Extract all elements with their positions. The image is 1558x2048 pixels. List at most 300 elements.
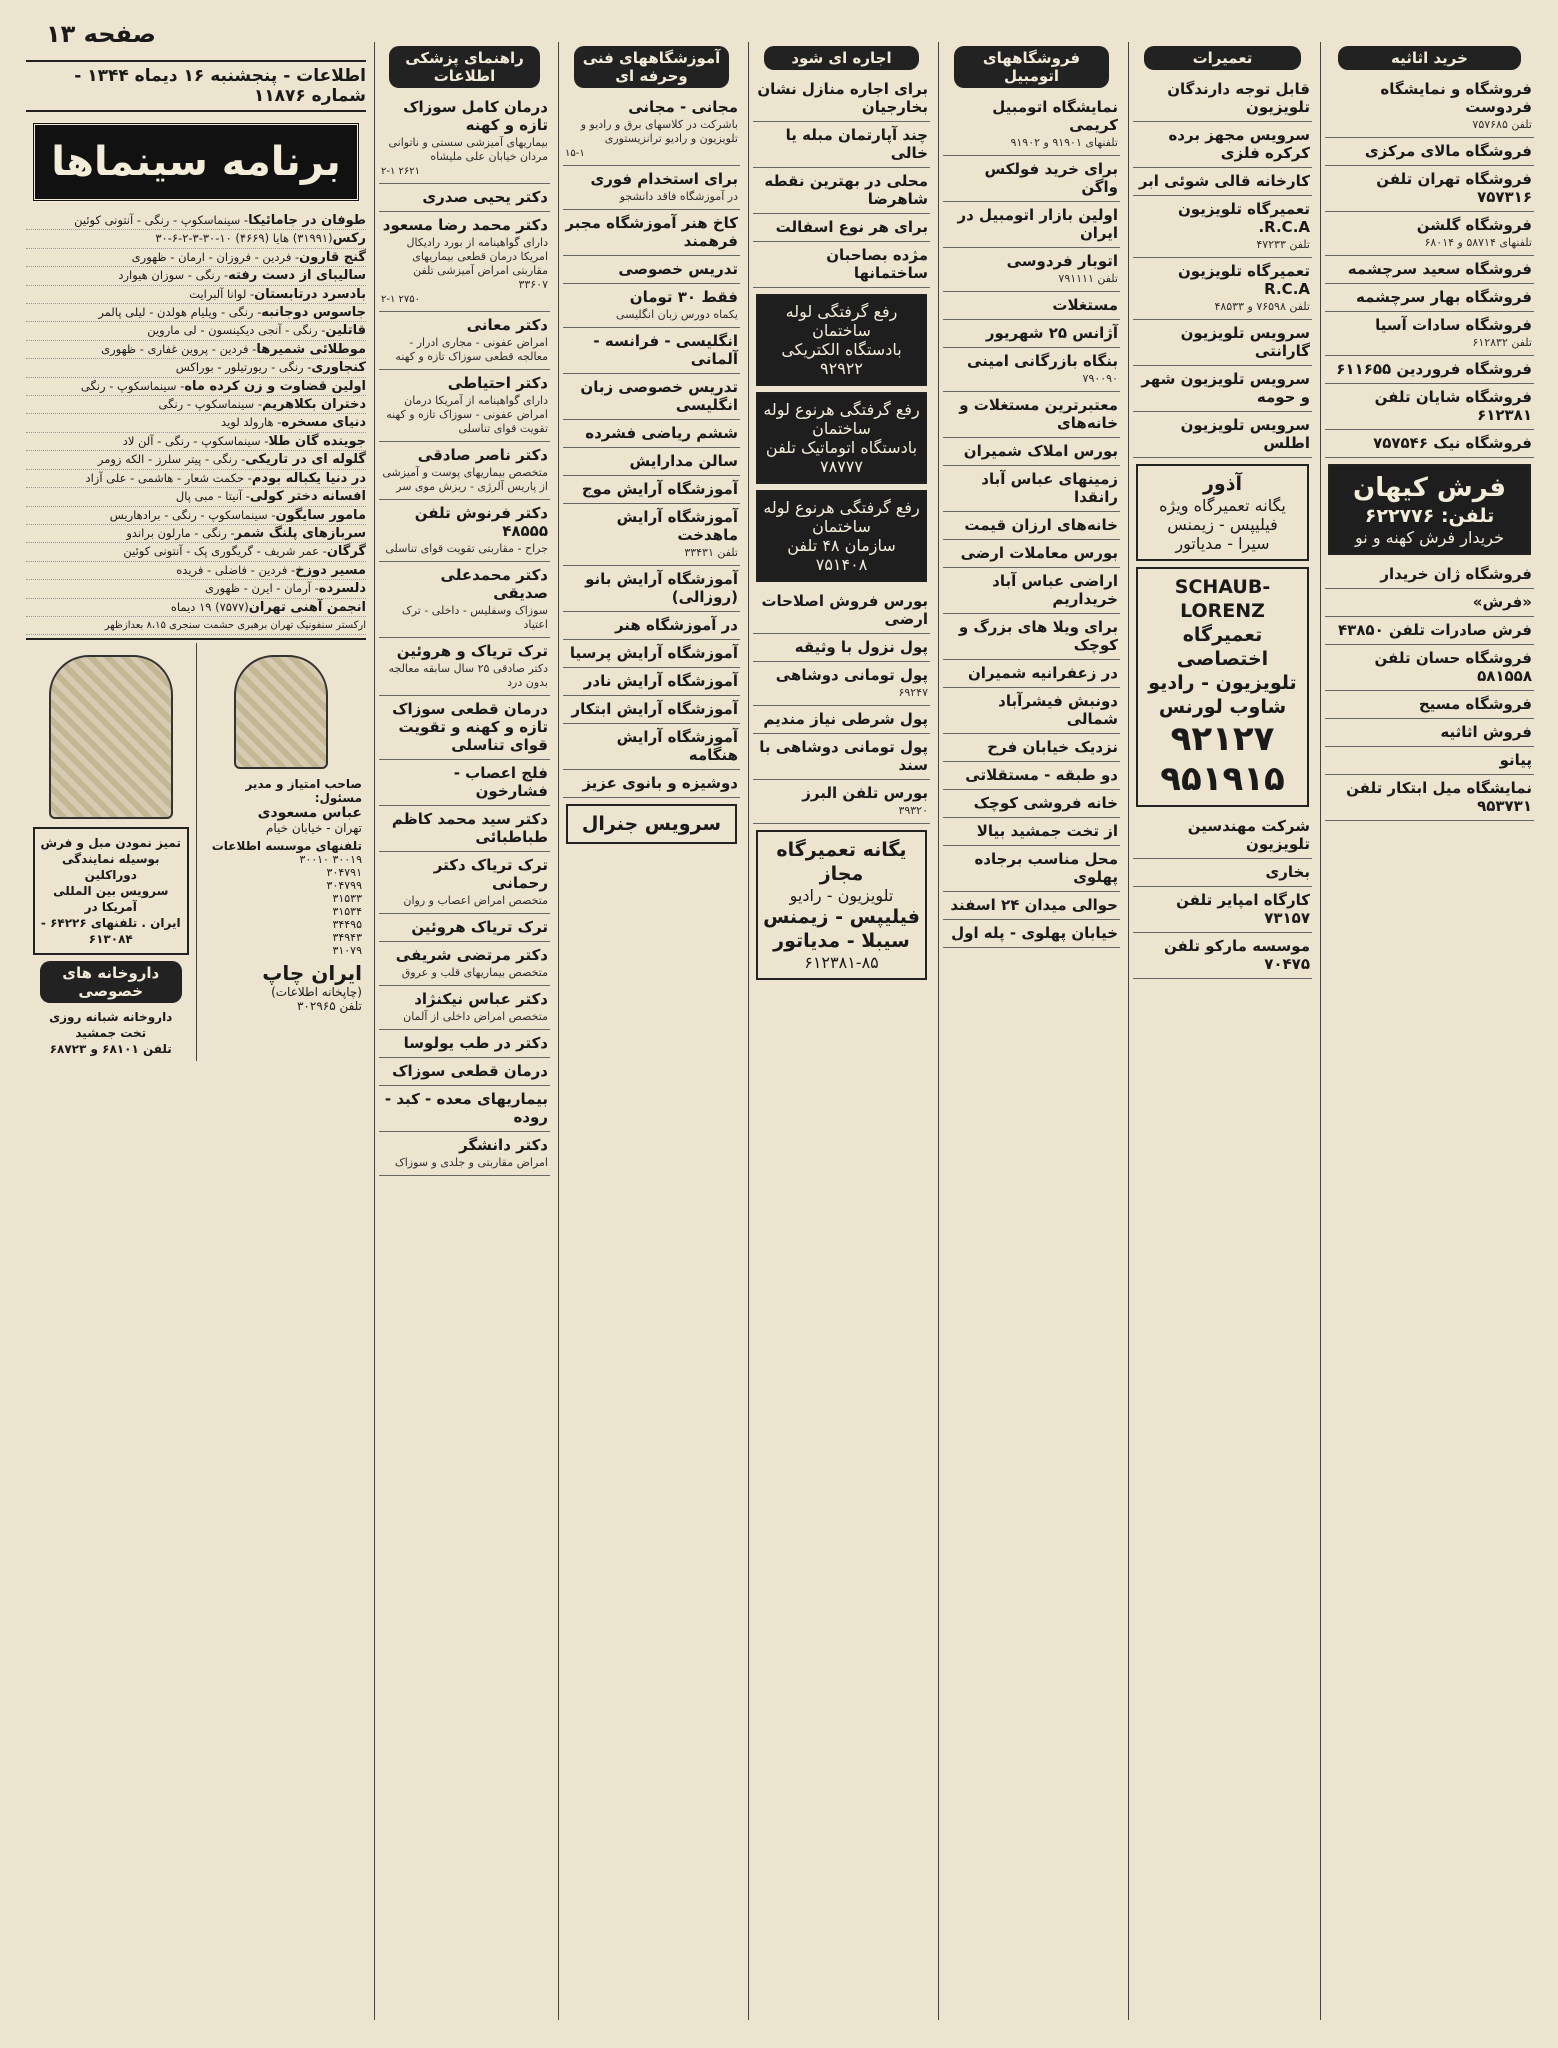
schaub-lorenz-box-line: شاوب لورنس bbox=[1158, 696, 1287, 718]
classified-ad bbox=[753, 662, 930, 706]
classified-ad bbox=[943, 466, 1120, 512]
ad-title: پول نزول با وثیقه bbox=[794, 638, 928, 656]
column-furniture bbox=[1320, 42, 1538, 2020]
ad-title: دکتر احتیاطی bbox=[447, 374, 548, 392]
cinema-listing bbox=[26, 525, 366, 543]
ad-body: سوزاک وسفلیس - داخلی - ترک اعتیاد bbox=[401, 604, 548, 631]
classified-ad bbox=[753, 734, 930, 780]
film-info: - رنگی - سوزان هیوارد bbox=[118, 268, 229, 283]
ad-title: دکتر سید محمد کاظم طباطبائی bbox=[391, 810, 548, 846]
classified-ad bbox=[943, 438, 1120, 466]
ad-body: تلفن ۳۳۴۳۱ bbox=[684, 546, 738, 559]
film-info: - رنگی - آنجی دیکینسون - لی ماروین bbox=[147, 323, 326, 338]
ad-title: در زعفرانیه شمیران bbox=[968, 664, 1118, 682]
film-title: جاسوس دوجانبه bbox=[261, 305, 366, 321]
ad-title: دکتر فرنوش تلفن ۴۸۵۵۵ bbox=[414, 504, 548, 540]
classified-ad bbox=[563, 284, 740, 328]
ad-list bbox=[1325, 76, 1534, 821]
cinema-listing bbox=[26, 286, 366, 304]
ad-list bbox=[1133, 76, 1312, 979]
carpet-box-line: خریدار فرش کهنه و نو bbox=[1355, 528, 1504, 547]
ad-title: فروشگاه مالای مرکزی bbox=[1364, 142, 1532, 160]
classified-ad bbox=[1325, 747, 1534, 775]
general-electric-box bbox=[566, 804, 737, 844]
ad-title: فروشگاه مسیح bbox=[1418, 695, 1532, 713]
classified-ad bbox=[1133, 933, 1312, 979]
section-header: خرید اثاثیه bbox=[1338, 46, 1522, 70]
cleaning-ad-line: تمیز نمودن مبل و فرش bbox=[40, 836, 181, 851]
ad-code: ۲-۱ ۲۶۲۱ bbox=[381, 166, 421, 177]
classified-ad bbox=[563, 328, 740, 374]
classified-ad bbox=[943, 94, 1120, 156]
classified-ad bbox=[563, 612, 740, 640]
classified-ad bbox=[379, 370, 550, 442]
classified-ad bbox=[379, 562, 550, 638]
classified-ad bbox=[1325, 561, 1534, 589]
classified-ad bbox=[753, 122, 930, 168]
film-info: - رنگی - ریورتیلور - بوراکس bbox=[175, 360, 312, 375]
classified-ad bbox=[1325, 719, 1534, 747]
ad-body: متخصص امراض اعصاب و روان bbox=[403, 894, 548, 907]
ad-code: ۱۵-۱ bbox=[565, 148, 585, 159]
phone-number: ۳۱۰۷۹ bbox=[332, 944, 362, 958]
classified-ad bbox=[379, 94, 550, 184]
classified-ad bbox=[943, 568, 1120, 614]
ad-body: متخصص بیماریهای قلب و عروق bbox=[401, 966, 548, 979]
ad-title: دو طبقه - مستقلاتی bbox=[965, 766, 1118, 784]
ad-title: فروشگاه تهران تلفن ۷۵۷۳۱۶ bbox=[1376, 170, 1532, 206]
ad-title: بورس فروش اصلاحات ارضی bbox=[761, 592, 928, 628]
column-medical bbox=[374, 42, 554, 2020]
cinema-listing bbox=[26, 470, 366, 488]
ad-title: برای اجاره منازل نشان بخارجیان bbox=[757, 80, 928, 116]
ad-title: در آموزشگاه هنر bbox=[614, 616, 738, 634]
ad-title: فروشگاه ژان خریدار bbox=[1380, 565, 1532, 583]
ad-title: بخاری bbox=[1265, 863, 1310, 881]
cinema-listing bbox=[26, 249, 366, 267]
ad-title: اراضی عباس آباد خریداریم bbox=[992, 572, 1118, 608]
ad-title: زمینهای عباس آباد رانقدا bbox=[981, 470, 1118, 506]
ad-title: درمان قطعی سوزاک تازه و کهنه و تقویت قوای تناسلی bbox=[392, 700, 548, 754]
ad-title: بورس املاک شمیران bbox=[963, 442, 1118, 460]
ad-title: فروشگاه شایان تلفن ۶۱۲۳۸۱ bbox=[1374, 388, 1532, 424]
film-info: - رنگی - پیتر سلرز - الکه زومر bbox=[97, 452, 246, 467]
phone-number: ۳۰۴۷۹۹ bbox=[326, 879, 362, 893]
film-title: کنجاوری bbox=[311, 360, 366, 376]
ad-body: جراح - مقاربتی تقویت قوای تناسلی bbox=[385, 542, 548, 555]
ad-title: سرویس تلویزیون گارانتی bbox=[1180, 324, 1310, 360]
schaub-lorenz-box-line: SCHAUB-LORENZ bbox=[1174, 576, 1271, 622]
classified-ad bbox=[1133, 168, 1312, 196]
cinema-listing bbox=[26, 580, 366, 598]
section-header: اجاره ای شود bbox=[764, 46, 920, 70]
ad-title: کاخ هنر آموزشگاه مجبر فرهمند bbox=[565, 214, 738, 250]
film-info: - هارولد لوید bbox=[221, 415, 282, 430]
phones-list bbox=[201, 853, 363, 957]
phones-title: تلفنهای موسسه اطلاعات bbox=[211, 839, 362, 854]
film-title: جوینده گان طلا bbox=[268, 433, 366, 449]
classified-ad bbox=[753, 780, 930, 824]
classified-ad bbox=[379, 852, 550, 914]
cinema-listing bbox=[26, 414, 366, 432]
ad-body: امراض مقاربتی و جلدی و سوزاک bbox=[394, 1156, 548, 1169]
plumbing-box-line: سازمان ۴۸ تلفن ۷۵۱۴۰۸ bbox=[787, 536, 896, 574]
classified-ad bbox=[379, 638, 550, 696]
film-title: سالیبای از دست رفته bbox=[228, 268, 366, 284]
cinema-listing bbox=[26, 212, 366, 230]
column-cinema bbox=[22, 20, 370, 2020]
classified-ad bbox=[379, 1086, 550, 1132]
ad-title: برای هر نوع اسفالت bbox=[775, 218, 928, 236]
classified-ad bbox=[563, 94, 740, 166]
ad-title: فلج اعصاب - فشارخون bbox=[453, 764, 548, 800]
schaub-lorenz-box-line: تلویزیون - رادیو bbox=[1148, 672, 1297, 694]
plumbing-box-line: رفع گرفتگی هرنوع لوله ساختمان bbox=[763, 400, 920, 438]
classified-ad bbox=[563, 504, 740, 566]
phone-number: ۳۱۵۳۴ bbox=[332, 905, 362, 919]
film-title: قاتلین bbox=[325, 323, 366, 339]
film-info: - فردین - فاضلی - فریده bbox=[176, 562, 296, 577]
classified-ad bbox=[753, 214, 930, 242]
classified-ad bbox=[943, 734, 1120, 762]
carpet-box-line: فرش کیهان bbox=[1353, 473, 1506, 503]
classified-ad bbox=[943, 818, 1120, 846]
pharmacy-line: تخت جمشید bbox=[75, 1026, 147, 1041]
pharmacy-line: تلفن ۶۸۱۰۱ و ۶۸۷۲۳ bbox=[49, 1042, 172, 1057]
film-title: مامور سایگون bbox=[275, 507, 366, 523]
classified-ad bbox=[1325, 356, 1534, 384]
ad-title: فروشگاه سادات آسیا bbox=[1375, 316, 1532, 334]
column-rental bbox=[748, 42, 934, 2020]
classified-ad bbox=[943, 846, 1120, 892]
ad-title: برای ویلا های بزرگ و کوچک bbox=[958, 618, 1118, 654]
film-title: اولین قضاوت و زن کرده ماه bbox=[184, 378, 366, 394]
section-header: فروشگاههای اتومبیل bbox=[954, 46, 1110, 88]
ad-title: مژده بصاحبان ساختمانها bbox=[826, 246, 928, 282]
plumbing-box bbox=[756, 294, 927, 386]
plumbing-box-line: بادستگاه اتوماتیک تلفن ۷۸۷۷۷ bbox=[765, 438, 918, 476]
ad-title: پول تومانی دوشاهی bbox=[775, 666, 928, 684]
ad-title: ششم ریاضی فشرده bbox=[585, 424, 738, 442]
classified-ad bbox=[943, 156, 1120, 202]
column-autos bbox=[938, 42, 1124, 2020]
classified-ad bbox=[379, 312, 550, 370]
film-info: - فردین - فروزان - ارمان - ظهوری bbox=[131, 249, 300, 264]
film-title: انجمن آهنی تهران bbox=[248, 599, 366, 615]
ad-body: بیماریهای آمیزشی سستی و ناتوانی مردان خیابان علی ملیشاه bbox=[388, 136, 548, 163]
cinema-listings bbox=[26, 212, 366, 617]
philips-box-line: ۶۱۲۳۸۱-۸۵ bbox=[804, 953, 879, 972]
carpet-box bbox=[1328, 464, 1531, 555]
owner-name: عباس مسعودی bbox=[257, 805, 362, 822]
cinema-banner: برنامه سینماها bbox=[32, 122, 360, 202]
ad-body: تلفن ۴۷۲۳۳ bbox=[1256, 238, 1310, 251]
film-title: دنیای مسخره bbox=[281, 415, 366, 431]
classified-ad bbox=[943, 540, 1120, 568]
film-title: افسانه دختر کولی bbox=[249, 489, 366, 505]
ad-title: تدریس خصوصی bbox=[618, 260, 738, 278]
plumbing-box-line: رفع گرفتگی لوله ساختمان bbox=[785, 302, 898, 340]
ad-body: دکتر صادقی ۲۵ سال سابقه معالجه بدون درد bbox=[388, 662, 548, 689]
ad-title: خانه‌های ارزان قیمت bbox=[964, 516, 1118, 534]
classified-ad bbox=[753, 706, 930, 734]
ad-title: کارخانه قالی شوئی ابر bbox=[1138, 172, 1310, 190]
plumbing-box bbox=[756, 392, 927, 484]
ad-title: آموزشگاه آرایش ابتکار bbox=[571, 700, 738, 718]
film-info: - سینماسکوپ - رنگی bbox=[158, 397, 262, 412]
cinema-listing bbox=[26, 359, 366, 377]
address: تهران - خیابان خیام bbox=[265, 821, 362, 836]
ad-title: نزدیک خیابان فرح bbox=[987, 738, 1118, 756]
ad-title: ترک تریاک دکتر رحمانی bbox=[433, 856, 548, 892]
cinema-listing bbox=[26, 543, 366, 561]
ad-code: ۲-۱ ۲۷۵۰ bbox=[381, 294, 421, 305]
film-info: - حکمت شعار - هاشمی - علی آزاد bbox=[85, 470, 252, 485]
film-title: در دنیا یکباله بودم bbox=[251, 470, 366, 486]
classified-ad bbox=[1133, 320, 1312, 366]
film-info: - آرمان - ایرن - ظهوری bbox=[205, 581, 319, 596]
classified-ad bbox=[1325, 617, 1534, 645]
classified-ad bbox=[379, 696, 550, 760]
printer-name: ایران چاپ bbox=[262, 961, 362, 986]
ad-body: باشرکت در کلاسهای برق و رادیو و تلویزیون و رادیو ترانزیستوری bbox=[580, 118, 738, 145]
classified-ad bbox=[1325, 645, 1534, 691]
cinema-listing bbox=[26, 341, 366, 359]
ad-body: تلفن ۷۵۷۶۸۵ bbox=[1472, 118, 1532, 131]
ad-body: امراض عفونی - مجاری ادرار - معالجه قطعی سوزاک تازه و کهنه bbox=[395, 336, 548, 363]
ad-list bbox=[943, 94, 1120, 948]
ad-body: تلفن ۶۱۲۸۳۲ bbox=[1472, 336, 1532, 349]
plumbing-box-line: بادستگاه الکتریکی ۹۲۹۲۲ bbox=[781, 340, 902, 378]
issue-line: اطلاعات - پنجشنبه ۱۶ دیماه ۱۳۴۴ - شماره ۱۱۸۷۶ bbox=[26, 60, 366, 112]
ad-body: تلفنهای ۹۱۹۰۱ و ۹۱۹۰۲ bbox=[1010, 136, 1118, 149]
film-title: گلوله ای در تاریکی bbox=[245, 452, 366, 468]
ad-title: محلی در بهترین نقطه شاهرضا bbox=[764, 172, 928, 208]
film-info: (۷۵۷۷) ۱۹ دیماه bbox=[170, 599, 249, 614]
ad-title: از تخت جمشید بیالا bbox=[976, 822, 1118, 840]
ad-title: پول شرطی نیاز مندیم bbox=[763, 710, 928, 728]
ad-title: خانه فروشی کوچک bbox=[973, 794, 1118, 812]
classified-ad bbox=[943, 660, 1120, 688]
film-info: - رنگی - مارلون براندو bbox=[126, 525, 235, 540]
film-title: موطلائی شمیرها bbox=[256, 341, 366, 357]
ad-title: سرویس تلویزیون اطلس bbox=[1180, 416, 1310, 452]
classified-ad bbox=[1325, 430, 1534, 458]
classified-ad bbox=[1133, 412, 1312, 458]
classified-ad bbox=[379, 212, 550, 312]
classified-ad bbox=[563, 566, 740, 612]
film-info: - سینماسکوپ - رنگی bbox=[80, 378, 185, 393]
ad-title: فروشگاه بهار سرچشمه bbox=[1356, 288, 1532, 306]
classified-ad bbox=[943, 920, 1120, 948]
azor-box bbox=[1136, 464, 1309, 561]
ad-title: برای خرید فولکس واگن bbox=[984, 160, 1118, 196]
cinema-listing bbox=[26, 562, 366, 580]
classified-ad bbox=[563, 374, 740, 420]
classified-ad bbox=[379, 1058, 550, 1086]
cleaning-ad bbox=[33, 827, 189, 955]
classified-ad bbox=[563, 420, 740, 448]
ad-title: ترک تریاک و هروئین bbox=[396, 642, 548, 660]
ad-title: سرویس تلویزیون شهر و حومه bbox=[1141, 370, 1310, 406]
film-info: - عمر شریف - گریگوری پک - آنتونی کوئین bbox=[123, 544, 327, 559]
cinema-listing bbox=[26, 451, 366, 469]
ad-title: فروشگاه حسان تلفن ۵۸۱۵۵۸ bbox=[1374, 649, 1532, 685]
classified-ad bbox=[379, 914, 550, 942]
ad-title: سالن مدارایش bbox=[629, 452, 738, 470]
philips-box-line: سیبلا - مدیاتور bbox=[773, 930, 910, 952]
cinema-listing bbox=[26, 488, 366, 506]
ad-title: «فرش» bbox=[1472, 593, 1532, 611]
classified-ad bbox=[379, 184, 550, 212]
ad-title: مجانی - مجانی bbox=[628, 98, 738, 116]
ad-title: نمایشگاه میل ابتکار تلفن ۹۵۳۷۳۱ bbox=[1346, 779, 1532, 815]
ad-title: دکتر مرتضی شریفی bbox=[395, 946, 548, 964]
classified-ad bbox=[1133, 887, 1312, 933]
ad-title: آموزشگاه آرایش ماهدخت bbox=[616, 508, 738, 544]
film-info: - سینماسکوپ - رنگی - آلن لاد bbox=[122, 433, 269, 448]
film-title: گرگان bbox=[326, 544, 366, 560]
cinema-listing bbox=[26, 507, 366, 525]
classified-ad bbox=[379, 1132, 550, 1176]
classified-ad bbox=[943, 348, 1120, 392]
ad-title: کارگاه امپایر تلفن ۷۳۱۵۷ bbox=[1176, 891, 1310, 927]
classified-ad bbox=[1325, 166, 1534, 212]
phone-number: ۳۰۰۱۹ ۳۰۰۱۰ bbox=[299, 853, 362, 867]
philips-box bbox=[756, 830, 927, 980]
ad-title: بیماریهای معده - کبد - روده bbox=[384, 1090, 548, 1126]
schaub-lorenz-box-line: تعمیرگاه اختصاصی bbox=[1176, 624, 1269, 670]
classified-ad bbox=[563, 696, 740, 724]
phone-number: ۳۰۴۷۹۱ bbox=[326, 866, 362, 880]
classified-ad bbox=[379, 1030, 550, 1058]
printer-sub: (چاپخانه اطلاعات) bbox=[271, 985, 362, 1000]
ad-body: ۷۹۰۰۹۰ bbox=[1082, 372, 1118, 385]
cinema-listing bbox=[26, 396, 366, 414]
philips-box-line: تلویزیون - رادیو bbox=[789, 886, 894, 905]
ad-title: دکتر در طب یولوسا bbox=[403, 1034, 548, 1052]
classified-ad bbox=[1325, 138, 1534, 166]
ad-body: ۶۹۲۴۷ bbox=[898, 686, 928, 699]
ad-body: تلفن ۷۹۱۱۱۱ bbox=[1058, 272, 1118, 285]
cinema-listing bbox=[26, 433, 366, 451]
owner-label: صاحب امتیاز و مدیر مسئول: bbox=[245, 777, 362, 806]
ad-title: آموزشگاه آرایش موج bbox=[581, 480, 738, 498]
cinema-listing bbox=[26, 230, 366, 248]
ad-title: درمان کامل سوزاک تازه و کهنه bbox=[403, 98, 548, 134]
film-info: (۳۱۹۹۱) هایا (۴۶۶۹) ۱۰-۳۰-۳-۲-۶-۳۰ bbox=[155, 231, 333, 246]
ad-title: آموزشگاه آرایش هنگامه bbox=[616, 728, 738, 764]
cleaning-ad-line: بوسیله نمایندگی دوراکلین bbox=[61, 852, 160, 883]
azor-box-line: یگانه تعمیرگاه ویژه bbox=[1159, 496, 1286, 515]
classified-ad bbox=[563, 724, 740, 770]
ad-title: تدریس خصوصی زبان انگلیسی bbox=[580, 378, 738, 414]
classified-ad bbox=[563, 668, 740, 696]
ad-title: اتوبار فردوسی bbox=[1006, 252, 1118, 270]
ad-title: بورس معاملات ارضی bbox=[960, 544, 1118, 562]
classified-ad bbox=[943, 202, 1120, 248]
ad-title: معتبرترین مستغلات و خانه‌های bbox=[959, 396, 1118, 432]
cleaning-ad-line: ۶۱۳۰۸۴ bbox=[88, 932, 133, 947]
classified-ad bbox=[943, 512, 1120, 540]
pharmacy-line: داروخانه شبانه روزی bbox=[49, 1010, 173, 1025]
classified-ad bbox=[1133, 76, 1312, 122]
ad-title: خیابان پهلوی - پله اول bbox=[951, 924, 1118, 942]
cinema-listing bbox=[26, 267, 366, 285]
ad-body: تلفنهای ۵۸۷۱۴ و ۶۸۰۱۴ bbox=[1424, 236, 1532, 249]
philips-box-line: فیلیپس - زیمنس bbox=[763, 906, 920, 928]
ad-title: آموزشگاه آرایش بانو (روزالی) bbox=[585, 570, 738, 606]
pharmacy-header: داروخانه های خصوصی bbox=[40, 961, 182, 1003]
classified-ad bbox=[1133, 196, 1312, 258]
philips-box-line: یگانه تعمیرگاه مجاز bbox=[776, 839, 907, 885]
ad-title: آموزشگاه آرایش پرسیا bbox=[569, 644, 738, 662]
plumbing-box bbox=[756, 490, 927, 582]
ad-body: در آموزشگاه فاقد دانشجو bbox=[619, 190, 738, 203]
ad-title: مستغلات bbox=[1052, 296, 1118, 314]
ad-title: انگلیسی - فرانسه - آلمانی bbox=[593, 332, 738, 368]
ad-title: دکتر محمدعلی صدیقی bbox=[440, 566, 548, 602]
ad-title: آژانس ۲۵ شهریور bbox=[985, 324, 1118, 342]
ad-title: فروشگاه فروردین ۶۱۱۶۵۵ bbox=[1336, 360, 1532, 378]
ad-title: دکتر ناصر صادقی bbox=[417, 446, 548, 464]
classified-ad bbox=[563, 770, 740, 798]
ad-body: متخصص امراض داخلی از آلمان bbox=[403, 1010, 548, 1023]
classified-ad bbox=[379, 500, 550, 562]
ad-title: چند آپارتمان مبله یا خالی bbox=[785, 126, 928, 162]
ad-body: تلفن ۷۶۵۹۸ و ۴۸۵۳۳ bbox=[1214, 300, 1310, 313]
ad-title: دکتر یحیی صدری bbox=[422, 188, 548, 206]
classified-ad bbox=[753, 76, 930, 122]
classified-ad bbox=[943, 292, 1120, 320]
classified-ad bbox=[563, 476, 740, 504]
classified-ad bbox=[753, 588, 930, 634]
classified-ad bbox=[1325, 589, 1534, 617]
classified-ad bbox=[379, 442, 550, 500]
ad-title: پول تومانی دوشاهی با سند bbox=[759, 738, 928, 774]
classified-ad bbox=[379, 760, 550, 806]
ad-title: محل مناسب برجاده پهلوی bbox=[974, 850, 1118, 886]
ad-title: فروشگاه و نمایشگاه فردوست bbox=[1380, 80, 1532, 116]
ad-list bbox=[753, 76, 930, 980]
classified-ad bbox=[1133, 859, 1312, 887]
classified-ad bbox=[1325, 256, 1534, 284]
ad-title: فروشگاه گلشن bbox=[1416, 216, 1532, 234]
ad-body: یکماه دورس زبان انگلیسی bbox=[616, 308, 738, 321]
phone-number: ۳۱۵۳۳ bbox=[332, 892, 362, 906]
film-info: - سینماسکوپ - رنگی - برادهاریس bbox=[109, 507, 276, 522]
ad-title: درمان قطعی سوزاک bbox=[392, 1062, 548, 1080]
classified-ad bbox=[1325, 284, 1534, 312]
classified-ad bbox=[1325, 384, 1534, 430]
azor-box-line: آذور bbox=[1202, 473, 1242, 495]
newspaper-page bbox=[22, 20, 1538, 2030]
ad-title: نمایشگاه اتومبیل کریمی bbox=[992, 98, 1118, 134]
armchair-illustration bbox=[49, 655, 173, 819]
film-info: - آنیتا - مبی پال bbox=[175, 489, 250, 504]
film-title: رکس bbox=[332, 231, 366, 247]
ad-body: دارای گواهینامه از آمریکا درمان امراض عفونی - سوزاک تازه و کهنه تقویت قوای تناسلی bbox=[386, 394, 548, 435]
film-title: مسیر دوزخ bbox=[295, 562, 366, 578]
printer-phone: تلفن ۳۰۲۹۶۵ bbox=[296, 999, 362, 1014]
section-header: آموزشگاههای فنی وحرفه ای bbox=[574, 46, 730, 88]
carpet-box-line: تلفن: ۶۲۲۷۷۶ bbox=[1364, 505, 1495, 527]
film-info: - فردین - پروین غفاری - ظهوری bbox=[101, 341, 257, 356]
classified-ad bbox=[563, 256, 740, 284]
classified-ad bbox=[753, 634, 930, 662]
ad-title: فقط ۳۰ تومان bbox=[629, 288, 738, 306]
ad-title: بنگاه بازرگانی امینی bbox=[967, 352, 1118, 370]
